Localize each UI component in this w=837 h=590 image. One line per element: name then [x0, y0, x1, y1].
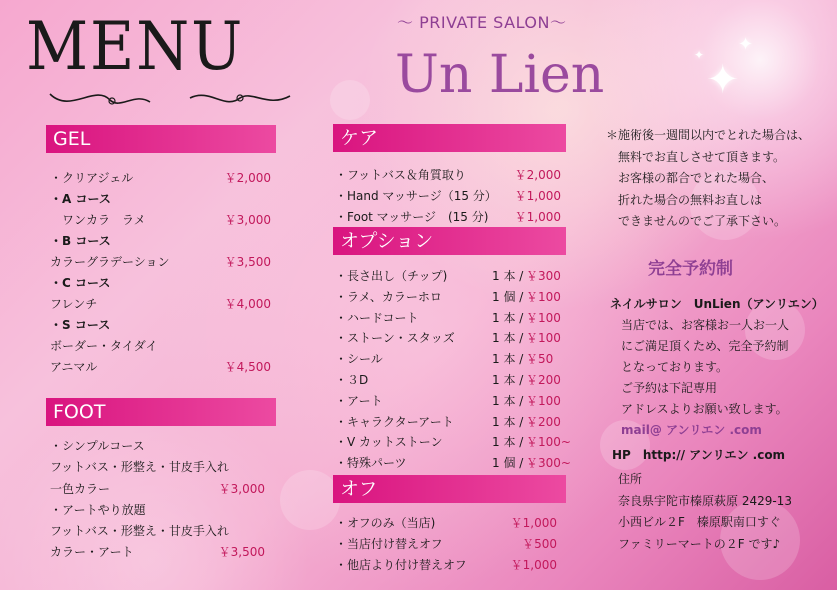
option-item-price: ￥100: [526, 393, 561, 408]
foot-item-label: ・シンプルコース: [50, 439, 145, 453]
gel-section-header: GEL: [46, 125, 276, 153]
off-item-label: ・当店付け替えオフ: [335, 537, 443, 551]
care-section-header: ケア: [333, 124, 566, 152]
address-line: 小西ビル２F 榛原駅南口すぐ: [618, 515, 781, 529]
gel-item-label: ワンカラ ラメ: [50, 213, 146, 227]
hp-url: HP http:// アンリエン .com: [612, 448, 786, 462]
note-line: ＊施術後一週間以内でとれた場合は、: [606, 128, 811, 142]
policy-line: 当店では、お客様お一人お一人: [621, 318, 790, 332]
option-item-price: ￥200: [526, 414, 561, 429]
gel-item-label: カラーグラデーション: [50, 255, 170, 269]
foot-item-price: ￥3,000: [218, 482, 265, 496]
reservation-title: 完全予約制: [648, 259, 733, 279]
option-item-qty: 1 本 /: [492, 414, 524, 429]
option-item-label: ・キャラクターアート: [335, 414, 454, 429]
off-item-price: ￥1,000: [510, 558, 557, 572]
note-line: 折れた場合の無料お直しは: [606, 192, 763, 207]
option-item-price: ￥300~: [526, 456, 571, 471]
sparkle-icon: ✦: [738, 34, 754, 55]
option-item-label: ・３D: [335, 373, 369, 387]
option-item-label: ・ストーン・スタッズ: [335, 331, 455, 346]
menu-swirl-ornament: [40, 86, 340, 116]
option-item-label: ・ラメ、カラーホロ: [335, 289, 442, 304]
option-item-qty: 1 個 /: [492, 289, 524, 304]
care-item-label: ・フットバス＆角質取り: [335, 168, 466, 182]
option-item-qty: 1 本 /: [492, 310, 524, 325]
foot-item-label: ・アートやり放題: [50, 503, 146, 517]
address-line: 住所: [618, 472, 643, 486]
off-item-price: ￥500: [522, 537, 557, 551]
foot-item-label: フットバス・形整え・甘皮手入れ: [50, 460, 229, 474]
option-item-price: ￥100: [526, 310, 561, 325]
policy-line: ご予約は下記専用: [621, 381, 718, 395]
option-item-price: ￥100: [526, 289, 561, 304]
foot-item-label: 一色カラー: [50, 482, 111, 496]
care-item-label: ・Foot マッサージ (15 分): [335, 210, 489, 224]
off-item-price: ￥1,000: [510, 516, 557, 530]
care-item-price: ￥2,000: [514, 168, 561, 182]
policy-line: アドレスよりお願い致します。: [621, 402, 788, 416]
care-item-label: ・Hand マッサージ（15 分）: [335, 189, 497, 203]
option-item-price: ￥100: [526, 331, 561, 346]
sparkle-icon: ✦: [706, 57, 740, 103]
salon-line: ネイルサロン UnLien（アンリエン）: [610, 297, 824, 311]
option-item-qty: 1 本 /: [492, 393, 524, 408]
gel-item-price: ￥4,500: [224, 360, 271, 374]
note-line: できませんのでご了承下さい。: [606, 214, 787, 228]
off-item-label: ・オフのみ（当店): [335, 516, 436, 530]
address-line: ファミリーマートの２F です♪: [618, 536, 781, 551]
foot-section-header: FOOT: [46, 398, 276, 426]
foot-item-price: ￥3,500: [218, 545, 265, 559]
note-line: 無料でお直しさせて頂きます。: [606, 149, 786, 164]
policy-line: にご満足頂くため、完全予約制: [621, 339, 789, 353]
option-item-label: ・V カットストーン: [335, 435, 443, 450]
off-section-header: オフ: [333, 475, 566, 503]
foot-item-label: フットバス・形整え・甘皮手入れ: [50, 524, 229, 538]
care-item-price: ￥1,000: [514, 210, 561, 224]
menu-title: MENU: [26, 8, 245, 85]
option-item-qty: 1 本 /: [492, 373, 524, 387]
option-item-price: ￥50: [526, 352, 554, 367]
option-item-qty: 1 本 /: [492, 269, 524, 283]
option-item-label: ・アート: [335, 393, 383, 408]
option-section-header: オプション: [333, 227, 566, 255]
option-item-qty: 1 本 /: [492, 352, 524, 367]
gel-item-label: ・S コース: [50, 318, 111, 332]
address-line: 奈良県宇陀市榛原萩原 2429-13: [618, 493, 792, 508]
care-item-price: ￥1,000: [514, 189, 561, 203]
gel-item-label: ・C コース: [50, 276, 111, 290]
foot-item-label: カラー・アート: [50, 545, 134, 559]
gel-item-price: ￥4,000: [224, 297, 271, 311]
option-item-label: ・ハードコート: [335, 310, 419, 325]
gel-item-label: フレンチ: [50, 297, 98, 311]
gel-item-label: ・A コース: [50, 192, 111, 206]
policy-line: となっております。: [621, 360, 729, 374]
gel-item-price: ￥3,500: [224, 255, 271, 269]
option-item-qty: 1 本 /: [492, 331, 524, 346]
note-line: お客様の都合でとれた場合、: [606, 171, 775, 185]
gel-item-label: ・クリアジェル: [50, 171, 134, 185]
bokeh-circle: [280, 470, 340, 530]
option-item-price: ￥300: [526, 269, 561, 283]
option-item-qty: 1 本 /: [492, 435, 524, 450]
sparkle-icon: ✦: [694, 48, 705, 62]
option-item-label: ・シール: [335, 352, 383, 367]
option-item-qty: 1 個 /: [492, 456, 524, 471]
off-item-label: ・他店より付け替えオフ: [335, 558, 467, 572]
gel-item-price: ￥2,000: [224, 171, 271, 185]
salon-name-logo: Un Lien: [395, 45, 605, 105]
gel-item-label: アニマル: [50, 360, 98, 374]
salon-subtitle: 〜 PRIVATE SALON〜: [397, 13, 567, 32]
gel-item-label: ・B コース: [50, 234, 111, 248]
option-item-label: ・特殊パーツ: [335, 456, 407, 471]
gel-item-label: ボーダー・タイダイ: [50, 339, 158, 353]
option-item-price: ￥100~: [526, 435, 571, 450]
option-item-label: ・長さ出し（チップ): [335, 269, 448, 283]
mail-address: mail@ アンリエン .com: [621, 423, 762, 437]
option-item-price: ￥200: [526, 373, 561, 387]
gel-item-price: ￥3,000: [224, 213, 271, 227]
